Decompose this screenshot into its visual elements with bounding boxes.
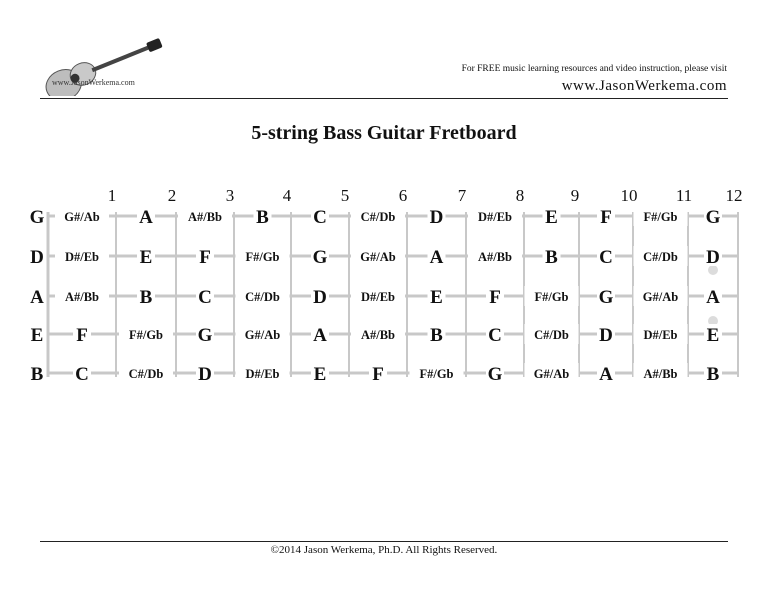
note-A-fret-9: F#/Gb — [534, 290, 569, 304]
open-string-E: E — [30, 325, 44, 346]
copyright-notice: ©2014 Jason Werkema, Ph.D. All Rights Reserved. — [270, 544, 498, 556]
note-E-fret-12: E — [706, 325, 720, 346]
note-D-fret-3: F — [199, 247, 211, 268]
note-D-fret-1: D#/Eb — [64, 250, 100, 264]
note-A-fret-1: A#/Bb — [64, 290, 100, 304]
note-E-fret-11: D#/Eb — [643, 328, 678, 342]
note-E-fret-2: F#/Gb — [128, 328, 164, 342]
note-G-fret-5: C — [313, 207, 327, 228]
note-B-fret-1: C — [75, 364, 89, 385]
header-divider — [40, 98, 728, 99]
note-A-fret-8: F — [489, 287, 501, 308]
note-A-fret-11: G#/Ab — [642, 290, 679, 304]
note-G-fret-7: D — [429, 207, 444, 228]
note-G-fret-11: F#/Gb — [643, 210, 678, 224]
note-B-fret-5: E — [313, 364, 327, 385]
note-G-fret-1: G#/Ab — [64, 210, 100, 224]
note-B-fret-8: G — [487, 364, 503, 385]
note-E-fret-5: A — [313, 325, 327, 346]
note-D-fret-12: D — [706, 247, 720, 268]
note-B-fret-11: A#/Bb — [643, 367, 678, 381]
note-A-fret-12: A — [706, 287, 720, 308]
note-D-fret-2: E — [139, 247, 153, 268]
note-G-fret-8: D#/Eb — [477, 210, 513, 224]
note-A-fret-2: B — [139, 287, 153, 308]
note-G-fret-2: A — [139, 207, 153, 228]
note-E-fret-6: A#/Bb — [360, 328, 396, 342]
note-A-fret-10: G — [598, 287, 614, 308]
note-B-fret-2: C#/Db — [128, 367, 164, 381]
footer-divider — [40, 541, 728, 542]
fret-number-9: 9 — [570, 186, 580, 205]
fret-number-4: 4 — [282, 186, 292, 205]
note-B-fret-7: F#/Gb — [419, 367, 454, 381]
note-A-fret-4: C#/Db — [245, 290, 280, 304]
note-D-fret-4: F#/Gb — [245, 250, 280, 264]
note-G-fret-12: G — [705, 207, 721, 228]
fret-number-7: 7 — [457, 186, 467, 205]
note-E-fret-3: G — [197, 325, 213, 346]
note-D-fret-9: B — [545, 247, 558, 268]
note-G-fret-9: E — [545, 207, 558, 228]
site-url: www.JasonWerkema.com — [561, 78, 727, 94]
open-string-A: A — [30, 287, 44, 308]
fretboard-diagram — [0, 180, 768, 390]
fret-number-2: 2 — [167, 186, 177, 205]
fret-number-8: 8 — [515, 186, 525, 205]
note-A-fret-3: C — [198, 287, 212, 308]
fret-number-10: 10 — [620, 186, 638, 205]
note-D-fret-11: C#/Db — [643, 250, 678, 264]
note-E-fret-10: D — [599, 325, 613, 346]
note-B-fret-4: D#/Eb — [245, 367, 280, 381]
fret-number-1: 1 — [107, 186, 117, 205]
note-D-fret-6: G#/Ab — [360, 250, 396, 264]
note-B-fret-12: B — [706, 364, 720, 385]
logo-caption: www.JasonWerkema.com — [52, 78, 135, 87]
open-string-G: G — [29, 207, 45, 228]
note-G-fret-4: B — [256, 207, 269, 228]
fret-number-12: 12 — [725, 186, 743, 205]
note-E-fret-7: B — [430, 325, 443, 346]
note-E-fret-8: C — [488, 325, 502, 346]
note-A-fret-5: D — [313, 287, 327, 308]
note-B-fret-3: D — [198, 364, 212, 385]
note-D-fret-7: A — [429, 247, 444, 268]
note-A-fret-7: E — [430, 287, 443, 308]
fret-number-11: 11 — [675, 186, 693, 205]
note-B-fret-6: F — [372, 364, 384, 385]
note-E-fret-1: F — [76, 325, 88, 346]
fret-number-3: 3 — [225, 186, 235, 205]
note-D-fret-5: G — [312, 247, 328, 268]
note-G-fret-10: F — [600, 207, 612, 228]
page-title: 5-string Bass Guitar Fretboard — [251, 122, 517, 144]
fret-number-6: 6 — [398, 186, 408, 205]
visit-note: For FREE music learning resources and video instruction, please visit — [461, 64, 727, 74]
note-E-fret-4: G#/Ab — [244, 328, 281, 342]
note-D-fret-8: A#/Bb — [477, 250, 513, 264]
note-G-fret-6: C#/Db — [360, 210, 396, 224]
note-E-fret-9: C#/Db — [534, 328, 569, 342]
open-string-B: B — [30, 364, 44, 385]
note-B-fret-10: A — [599, 364, 613, 385]
note-A-fret-6: D#/Eb — [360, 290, 396, 304]
open-string-D: D — [30, 247, 44, 268]
fret-number-5: 5 — [340, 186, 350, 205]
note-G-fret-3: A#/Bb — [187, 210, 223, 224]
note-D-fret-10: C — [599, 247, 613, 268]
note-B-fret-9: G#/Ab — [533, 367, 570, 381]
